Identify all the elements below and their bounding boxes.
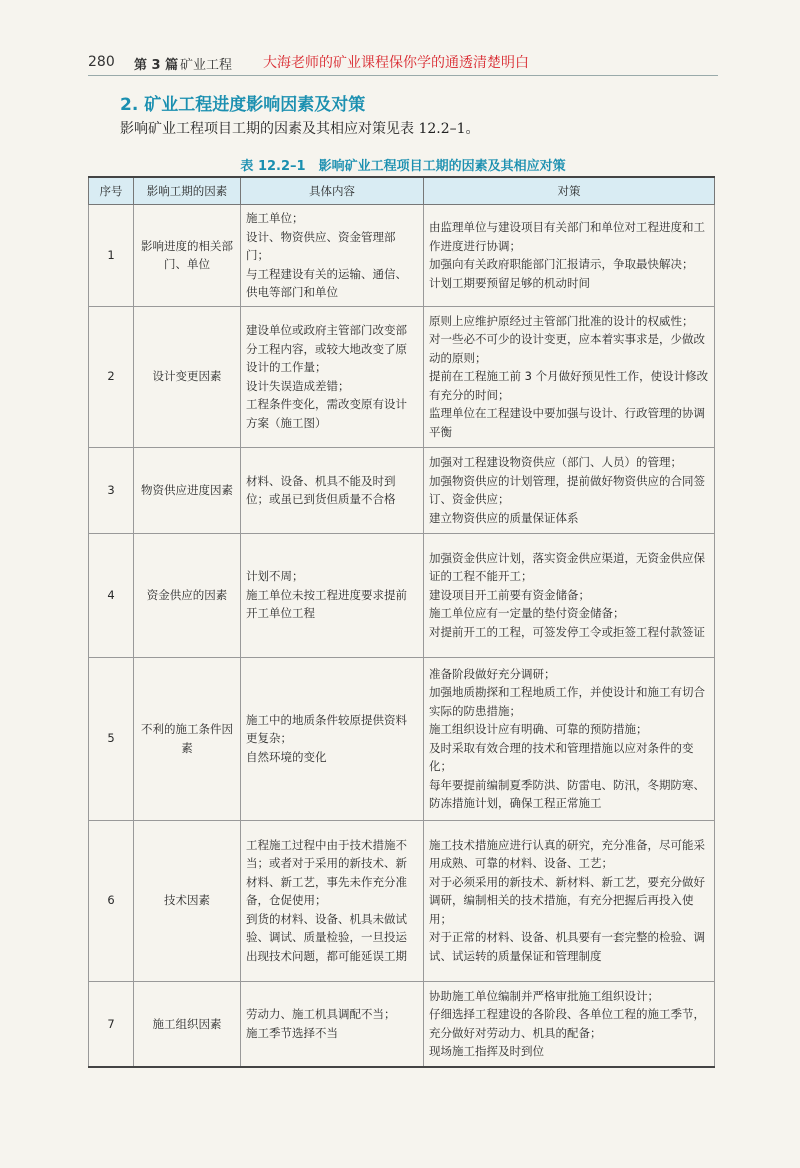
factor-cell: 影响进度的相关部门、单位: [134, 205, 241, 307]
column-header-no: 序号: [89, 177, 134, 205]
row-number: 6: [89, 820, 134, 981]
content-line: 建设单位或政府主管部门改变部分工程内容，或较大地改变了原设计的工作量；: [246, 323, 407, 374]
measure-line: 加强向有关政府职能部门汇报请示，争取最快解决；: [429, 257, 694, 272]
measure-line: 加强地质勘探和工程地质工作，并使设计和施工有切合实际的防患措施；: [429, 685, 705, 718]
content-cell: [241, 533, 424, 657]
measure-line: 协助施工单位编制并严格审批施工组织设计；: [429, 988, 659, 1003]
measure-line: 加强资金供应计划，落实资金供应渠道，无资金供应保证的工程不能开工；: [429, 550, 705, 584]
factor-cell: 不利的施工条件因素: [134, 657, 241, 820]
measures-cell: [424, 657, 715, 820]
content-line: 工程条件变化，需改变原有设计方案（施工图）: [246, 397, 407, 430]
page-header: [88, 52, 718, 74]
content-line: 施工单位未按工程进度要求提前开工单位工程: [246, 587, 407, 621]
measure-line: 对提前开工的工程，可签发停工令或拒签工程付款签证: [429, 624, 705, 639]
measure-line: 建立物资供应的质量保证体系: [429, 510, 579, 525]
factor-cell: 物资供应进度因素: [134, 447, 241, 533]
factors-table: [88, 176, 715, 1068]
section-intro: 影响矿业工程项目工期的因素及其相应对策见表 12.2–1。: [120, 121, 480, 137]
header-rule: [88, 75, 718, 76]
measure-line: 原则上应维护原经过主管部门批准的设计的权威性；: [429, 313, 694, 328]
content-cell: [241, 820, 424, 981]
measure-line: 加强物资供应的计划管理，提前做好物资供应的合同签订、资金供应；: [429, 473, 705, 506]
factor-cell: 资金供应的因素: [134, 533, 241, 657]
content-line: 施工季节选择不当: [246, 1025, 338, 1040]
content-cell: [241, 306, 424, 447]
table-caption: 表 12.2–1 影响矿业工程项目工期的因素及其相应对策: [240, 159, 566, 174]
measure-line: 准备阶段做好充分调研；: [429, 666, 556, 681]
measures-cell: [424, 205, 715, 307]
table-row: [89, 533, 715, 657]
content-cell: [241, 205, 424, 307]
measures-cell: [424, 447, 715, 533]
table-row: [89, 306, 715, 447]
content-line: 劳动力、施工机具调配不当；: [246, 1007, 396, 1022]
table-row: [89, 447, 715, 533]
column-header-measures: 对策: [424, 177, 715, 205]
section-title: 2. 矿业工程进度影响因素及对策: [120, 95, 366, 115]
measure-line: 对一些必不可少的设计变更，应本着实事求是，少做改动的原则；: [429, 332, 705, 365]
content-cell: [241, 657, 424, 820]
measure-line: 建设项目开工前要有资金储备；: [429, 587, 590, 602]
content-line: 计划不周；: [246, 569, 304, 584]
measures-cell: [424, 820, 715, 981]
measure-line: 施工组织设计应有明确、可靠的预防措施；: [429, 722, 648, 736]
content-line: 设计、物资供应、资金管理部门；: [246, 229, 396, 262]
measure-line: 及时采取有效合理的技术和管理措施以应对条件的变化；: [429, 740, 694, 773]
content-cell: [241, 447, 424, 533]
column-header-content: 具体内容: [241, 177, 424, 205]
factor-cell: 施工组织因素: [134, 981, 241, 1067]
watermark-text: 大海老师的矿业课程保你学的通透清楚明白: [263, 52, 529, 72]
table-body: [89, 205, 715, 1068]
measure-line: 对于正常的材料、设备、机具要有一套完整的检验、调试、试运转的质量保证和管理制度: [429, 930, 705, 963]
row-number: 7: [89, 981, 134, 1067]
table-row: [89, 981, 715, 1067]
row-number: 4: [89, 533, 134, 657]
measure-line: 每年要提前编制夏季防洪、防雷电、防汛，冬期防寒、防冻措施计划，确保工程正常施工: [429, 777, 705, 810]
table-header-row: [89, 177, 715, 205]
measure-line: 由监理单位与建设项目有关部门和单位对工程进度和工作进度进行协调；: [429, 220, 705, 253]
measures-cell: [424, 533, 715, 657]
content-line: 施工中的地质条件较原提供资料更复杂；: [246, 712, 407, 746]
row-number: 5: [89, 657, 134, 820]
content-line: 工程施工过程中由于技术措施不当；或者对于采用的新技术、新材料、新工艺，事先未作充分准备，仓促使用；: [246, 837, 407, 908]
measure-line: 加强对工程建设物资供应（部门、人员）的管理；: [429, 455, 682, 469]
measure-line: 仔细选择工程建设的各阶段、各单位工程的施工季节，充分做好对劳动力、机具的配备；: [429, 1007, 705, 1040]
content-line: 设计失误造成差错；: [246, 378, 350, 393]
chapter-label: 矿业工程: [180, 58, 233, 73]
measure-line: 提前在工程施工前 3 个月做好预见性工作，使设计修改有充分的时间；: [429, 369, 709, 402]
measures-cell: [424, 981, 715, 1067]
table-row: [89, 657, 715, 820]
row-number: 3: [89, 447, 134, 533]
page-number: 280: [88, 54, 115, 70]
row-number: 1: [89, 205, 134, 307]
measure-line: 监理单位在工程建设中要加强与设计、行政管理的协调平衡: [429, 406, 705, 439]
content-line: 到货的材料、设备、机具未做试验、调试、质量检验，一旦投运出现技术问题，都可能延误工期: [246, 911, 407, 963]
measure-line: 计划工期要预留足够的机动时间: [429, 275, 590, 290]
column-header-factor: 影响工期的因素: [134, 177, 241, 205]
row-number: 2: [89, 306, 134, 447]
measure-line: 现场施工指挥及时到位: [429, 1044, 544, 1059]
table-row: [89, 820, 715, 981]
content-line: 与工程建设有关的运输、通信、供电等部门和单位: [246, 266, 407, 299]
measure-line: 施工技术措施应进行认真的研究，充分准备，尽可能采用成熟、可靠的材料、设备、工艺；: [429, 837, 705, 871]
measures-cell: [424, 306, 715, 447]
table-row: [89, 205, 715, 307]
content-line: 施工单位；: [246, 211, 304, 225]
measure-line: 施工单位应有一定量的垫付资金储备；: [429, 606, 625, 621]
content-line: 材料、设备、机具不能及时到位；或虽已到货但质量不合格: [246, 473, 396, 506]
content-line: 自然环境的变化: [246, 749, 327, 764]
factor-cell: 设计变更因素: [134, 306, 241, 447]
measure-line: 对于必须采用的新技术、新材料、新工艺，要充分做好调研，编制相关的技术措施，有充分把握后再投入使用；: [429, 874, 705, 926]
factor-cell: 技术因素: [134, 820, 241, 981]
content-cell: [241, 981, 424, 1067]
part-label: 第 3 篇: [134, 58, 179, 73]
